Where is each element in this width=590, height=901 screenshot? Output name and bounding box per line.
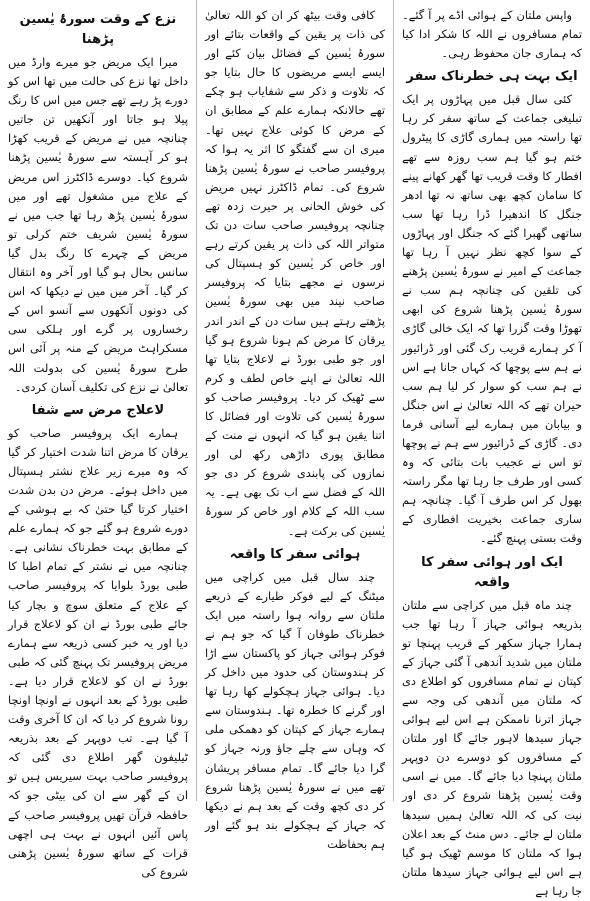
article-heading: نزع کے وقت سورۂ یٰسین پڑھنا [19, 12, 177, 47]
article-paragraph: کافی وقت بیٹھ کر ان کو اللہ تعالیٰ کی ذات پر یقین کے واقعات بتائے اور سورۂ یٰسین کے فضائل بیان کئے اور ایسے ایسے مریضوں کا حال بتایا جو کہ تلاوت و ذکر سے شفایاب ہو چکے تھے حالانکہ ہمارے علم کے مطابق ان کے مرض کا کوئی علاج نہیں تھا۔ میری ان سے گفتگو کا اثر یہ ہوا کہ پروفیسر صاحب نے سورۂ یٰسین پڑھنا شروع کی۔ تمام ڈاکٹرز نہیں مریض کی خوش الحانی پر حیرت زدہ تھے چنانچہ پروفیسر صاحب سات دن تک متواتر اللہ کی ذات پر یقین کرتے رہے اور خاص کر یٰسین کو ہسپتال کی نرسوں نے مجھے بتایا کہ پروفیسر صاحب نیند میں بھی سورۂ یٰسین پڑھتے رہتے ہیں سات دن کے اندر اندر یرقان کا مرض کم ہونا شروع ہو گیا اور جو طبی بورڈ نے لاعلاج بتایا تھا اللہ تعالیٰ نے اپنے خاص لطف و کرم سے ٹھیک کر دیا۔ پروفیسر صاحب کو سورۂ یٰسین کی تلاوت اور فضائل کا اتنا یقین ہو گیا کہ انہوں نے منت کے مطابق پوری داڑھی رکھ لی اور نمازوں کی پابندی شروع کر دی جو اللہ کے فضل سے اب تک بھی ہے۔ یہ سب اللہ کے کلام اور خاص کر سورۂ یٰسین کی برکت ہے۔ [205, 8, 385, 538]
article-paragraph: چند ماہ قبل میں کراچی سے ملتان بذریعہ ہوائی جہاز آ رہا تھا جب ہمارا جہاز سکھر کے قریب پہنچا تو ملتان میں شدید آندھی آ گئی جہاز کے کپتان نے تمام مسافروں کو اطلاع دی کہ ملتان میں آندھی کی وجہ سے جہاز اترنا ناممکن ہے اس لیے ہوائی جہاز سیدھا لاہور جائے گا اور ملتان کے مسافروں کو دوسرے دن دوپہر ملتان پہنچا دیا جائے گا۔ میں نے اسی وقت یٰسین پڑھنا شروع کر دی اور نیت کی کہ اللہ تعالیٰ ہمیں سیدھا ملتان لے جائے۔ دس منٹ کے بعد اعلان ہوا کہ ملتان کا موسم ٹھیک ہو گیا ہے اس لیے ہوائی جہاز سیدھا ملتان جا رہا ہے [402, 597, 582, 898]
article-paragraph: کئی سال قبل میں پہاڑوں پر ایک تبلیغی جماعت کے ساتھ سفر کر رہا تھا راستہ میں ہماری گاڑی کا پیٹرول ختم ہو گیا ہم سب روزہ سے تھے افطار کا وقت قریب تھا گھر کھانے پینے کا سامان کچھ بھی ساتھ نہ تھا ادھر جنگل کا اندھیرا ڈرا رہا تھا سب ساتھی گھبرا گئے کہ جنگل اور پہاڑوں کے سوا کچھ نظر نہیں آ رہا تھا جماعت کے امیر نے سورۂ یٰسین پڑھنے کی تلقین کی چنانچہ ہم سب نے سورۂ یٰسین پڑھنا شروع کی ابھی تھوڑا وقت گزرا تھا کہ ایک خالی گاڑی آ کر ہمارے قریب رک گئی اور ڈرائیور نے ہم سے پوچھا کہ کہاں جانا ہے اس نے ہم سب کو سوار کر لیا ہم سب حیران تھے کہ اللہ تعالیٰ نے اس جنگل و بیابان میں ہمارے لیے آسانی فرما دی۔ گاڑی کے ڈرائیور سے ہم نے پوچھا تو اس نے عجیب بات بتائی کہ وہ کسی اور طرف جا رہا تھا مگر راستہ بھول کر اس طرف آ گیا۔ چنانچہ ہم ساری جماعت بخیریت افطاری کے وقت بستی پہنچ گئے۔ [402, 92, 582, 546]
article-paragraph: میرا ایک مریض جو میرے وارڈ میں داخل تھا نزع کی حالت میں تھا اس کو دورے پڑ رہے تھے جس میں اس کا رنگ پیلا ہو جاتا اور آنکھیں تن جاتیں چنانچہ میں نے مریض کے قریب کھڑا ہو کر آہستہ سے سورۂ یٰسین پڑھنا شروع کیا۔ دوسرے ڈاکٹرز اس مریض کے علاج میں مشغول تھے اور میں سورۂ یٰسین پڑھ رہا تھا جب میں نے سورۂ یٰسین شریف ختم کرلی تو مریض کے چہرے کا رنگ بدل گیا سانس بحال ہو گیا اور آخر وہ انتقال کر گیا۔ آخر میں میں نے دیکھا کہ اس کی دونوں آنکھوں سے آنسو اس کے رخساروں پر گرے اور ہلکی سی مسکراہٹ مریض کے منہ پر آئی اس طرح سورۂ یٰسین کی بدولت اللہ تعالیٰ نے نزع کی تکلیف آسان کردی۔ [8, 55, 188, 394]
article-column-middle [196, 0, 394, 851]
article-column-right [0, 0, 196, 879]
article-heading: ہوائی سفر کا واقعہ [229, 546, 361, 562]
article-heading: ایک بہت ہی خطرناک سفر [406, 69, 578, 85]
article-column-left [394, 0, 590, 898]
article-paragraph: ہمارے ایک پروفیسر صاحب کو یرقان کا مرض اتنا شدت اختیار کر گیا کہ وہ میرے زیر علاج نشتر ہسپتال میں داخل ہوئے۔ مرض دن بدن شدت اختیار کرتا گیا حتیٰ کہ بے ہوشی کے دورے شروع ہو گئے جو کہ ہمارے علم کے مطابق بہت خطرناک نشانی ہے۔ چنانچہ میں نے نشتر کے تمام اطبا کا طبی بورڈ بلوایا کہ پروفیسر صاحب کے علاج کے متعلق سوچ و بچار کیا جائے طبی بورڈ نے ان کو لاعلاج قرار دیا اور یہ خبر کسی ذریعہ سے ہمارے مریض پروفیسر تک پہنچ گئی کہ طبی بورڈ نے ان کو لاعلاج قرار دیا ہے۔ طبی بورڈ کے بعد انہوں نے اونچا اونچا رونا شروع کر دیا کہ ان کا آخری وقت آ گیا ہے۔ تب دوپہر کے بعد بذریعہ ٹیلیفون گھر اطلاع دی گئی کہ پروفیسر صاحب بہت سیریس ہیں تو ان کے گھر سے ان کی بیٹی جو کہ حافظہ قرآن تھیں پروفیسر صاحب کے پاس آئیں انہوں نے بہت ہی اچھی قرات کے ساتھ سورۂ یٰسین پڑھنی شروع کی [8, 425, 188, 879]
article-heading: لاعلاج مرض سے شفا [31, 402, 165, 418]
article-paragraph: واپس ملتان کے ہوائی اڈے پر آ گئے۔ تمام مسافروں نے اللہ کا شکر ادا کیا کہ ہماری جان محفوظ رہی۔ [402, 8, 582, 61]
article-heading: ایک اور ہوائی سفر کا واقعہ [421, 554, 563, 590]
article-paragraph: چند سال قبل میں کراچی میں میٹنگ کے لیے فوکر طیارے کے ذریعے ملتان سے روانہ ہوا راستہ میں ایک خطرناک طوفان آ گیا کہ جو ہم نے فوکر ہوائی جہاز کو پاکستان سے اڑا کر ہندوستان کی حدود میں داخل کر دیا۔ ہوائی جہاز ہچکولے کھا رہا تھا اور گرنے کا خطرہ تھا۔ ہندوستان سے ہمارے جہاز کے کپتان کو دھمکی ملی کہ وہاں سے چلے جاؤ ورنہ جہاز کو گرا دیا جائے گا۔ تمام مسافر پریشان تھے میں نے سورۂ یٰسین پڑھنا شروع کر دی کچھ وقت کے بعد ہم نے دیکھا کہ جہاز کے ہچکولے بند ہو گئے اور ہم بحفاظت [205, 569, 385, 851]
